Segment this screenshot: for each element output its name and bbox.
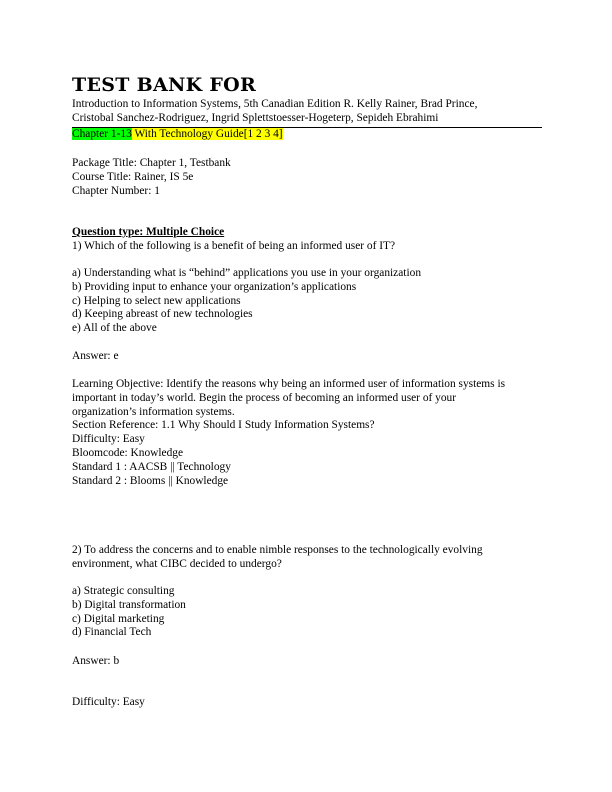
q2-option-a: a) Strategic consulting	[72, 585, 175, 597]
q2-option-c: c) Digital marketing	[72, 612, 165, 625]
q1-learning-objective-line-1: Learning Objective: Identify the reasons why being an informed user of information systems is	[72, 378, 506, 390]
citation-line-1: Introduction to Information Systems, 5th Canadian Edition R. Kelly Rainer, Brad Prince,	[72, 98, 478, 110]
q1-learning-objective-line-2: important in today’s world. Begin the process of becoming an informed user of your	[72, 391, 457, 404]
q1-option-c: c) Helping to select new applications	[72, 294, 241, 307]
chapter-range-highlight: Chapter 1-13	[72, 128, 132, 140]
q2-option-d: d) Financial Tech	[72, 626, 152, 639]
q1-standard-1: Standard 1 : AACSB || Technology	[72, 460, 231, 473]
question-2-text-line-2: environment, what CIBC decided to undergo?	[72, 557, 282, 570]
question-2-text-line-1: 2) To address the concerns and to enable nimble responses to the technologically evolving	[72, 544, 483, 556]
q1-option-b: b) Providing input to enhance your organization’s applications	[72, 280, 357, 293]
q2-answer: Answer: b	[72, 655, 120, 667]
q1-option-d: d) Keeping abreast of new technologies	[72, 308, 253, 321]
question-2-block	[72, 544, 542, 572]
question-1-text: 1) Which of the following is a benefit of being an informed user of IT?	[72, 239, 396, 252]
q1-bloomcode: Bloomcode: Knowledge	[72, 446, 184, 459]
question-type-heading: Question type: Multiple Choice	[72, 226, 225, 238]
document-title: TEST BANK FOR	[72, 74, 257, 96]
course-title: Course Title: Rainer, IS 5e	[72, 170, 194, 183]
package-metadata	[72, 157, 542, 198]
question-1-block	[72, 226, 542, 254]
question-2-options	[72, 585, 542, 640]
q1-difficulty: Difficulty: Easy	[72, 433, 145, 446]
q1-section-reference: Section Reference: 1.1 Why Should I Study Information Systems?	[72, 419, 375, 432]
chapter-number: Chapter Number: 1	[72, 184, 160, 197]
chapter-range-line	[72, 127, 542, 142]
q2-difficulty: Difficulty: Easy	[72, 696, 145, 708]
citation-line-2: Cristobal Sanchez-Rodriguez, Ingrid Splettstoesser-Hogeterp, Sepideh Ebrahimi	[72, 111, 439, 124]
q1-option-e: e) All of the above	[72, 322, 157, 335]
q1-standard-2: Standard 2 : Blooms || Knowledge	[72, 474, 229, 487]
q1-answer: Answer: e	[72, 350, 119, 362]
q1-metadata	[72, 378, 542, 488]
question-1-options	[72, 267, 542, 336]
q1-learning-objective-line-3: organization’s information systems.	[72, 405, 235, 418]
q2-option-b: b) Digital transformation	[72, 598, 186, 611]
technology-guide-highlight: With Technology Guide[1 2 3 4]	[131, 128, 283, 140]
q1-option-a: a) Understanding what is “behind” applications you use in your organization	[72, 267, 422, 279]
package-title: Package Title: Chapter 1, Testbank	[72, 157, 231, 169]
book-citation	[72, 98, 542, 126]
